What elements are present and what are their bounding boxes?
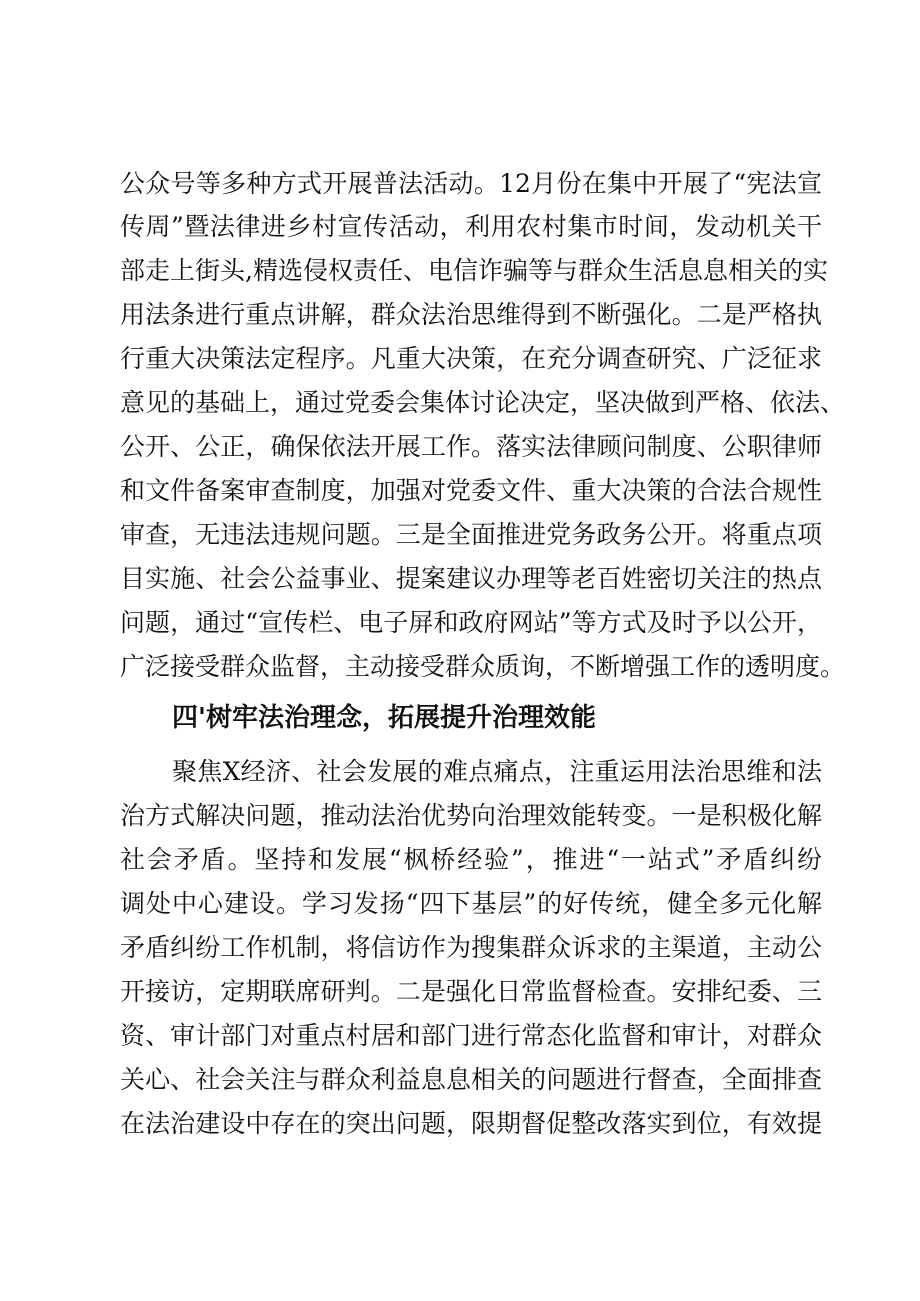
paragraph-line: 广泛接受群众监督，主动接受群众质询，不断增强工作的透明度。 xyxy=(120,652,846,681)
paragraph-line: 部走上街头,精选侵权责任、电信诈骗等与群众生活息息相关的实 xyxy=(120,256,828,285)
paragraph-line: 和文件备案审查制度，加强对党委文件、重大决策的合法合规性 xyxy=(120,476,822,505)
paragraph-line: 目实施、社会公益事业、提案建议办理等老百姓密切关注的热点 xyxy=(120,564,822,593)
paragraph-line: 矛盾纠纷工作机制，将信访作为搜集群众诉求的主渠道，主动公 xyxy=(120,933,822,962)
paragraph-line: 治方式解决问题，推动法治优势向治理效能转变。一是积极化解 xyxy=(120,801,822,830)
paragraph-line: 公开、公正，确保依法开展工作。落实法律顾问制度、公职律师 xyxy=(120,432,822,461)
paragraph-line: 调处中心建设。学习发扬“四下基层”的好传统，健全多元化解 xyxy=(120,889,822,918)
paragraph-line: 公众号等多种方式开展普法活动。12月份在集中开展了“宪法宣 xyxy=(120,169,822,198)
paragraph-line: 问题，通过“宣传栏、电子屏和政府网站”等方式及时予以公开， xyxy=(120,608,822,637)
paragraph-line: 用法条进行重点讲解，群众法治思维得到不断强化。二是严格执 xyxy=(120,300,822,329)
paragraph-line: 开接访，定期联席研判。二是强化日常监督检查。安排纪委、三 xyxy=(120,977,822,1006)
paragraph-line: 聚焦X经济、社会发展的难点痛点，注重运用法治思维和法 xyxy=(172,757,822,786)
paragraph-line: 资、审计部门对重点村居和部门进行常态化监督和审计，对群众 xyxy=(120,1021,822,1050)
paragraph-line: 社会矛盾。坚持和发展“枫桥经验”，推进“一站式”矛盾纠纷 xyxy=(120,845,822,874)
paragraph-line: 意见的基础上，通过党委会集体讨论决定，坚决做到严格、依法、 xyxy=(120,388,846,417)
section-heading: 四'树牢法治理念，拓展提升治理效能 xyxy=(172,703,596,733)
paragraph-line: 在法治建设中存在的突出问题，限期督促整改落实到位，有效提 xyxy=(120,1109,822,1138)
paragraph-line: 传周”暨法律进乡村宣传活动，利用农村集市时间，发动机关干 xyxy=(120,212,822,241)
paragraph-line: 关心、社会关注与群众利益息息相关的问题进行督查，全面排查 xyxy=(120,1065,822,1094)
paragraph-line: 行重大决策法定程序。凡重大决策，在充分调查研究、广泛征求 xyxy=(120,344,822,373)
paragraph-line: 审查，无违法违规问题。三是全面推进党务政务公开。将重点项 xyxy=(120,520,822,549)
